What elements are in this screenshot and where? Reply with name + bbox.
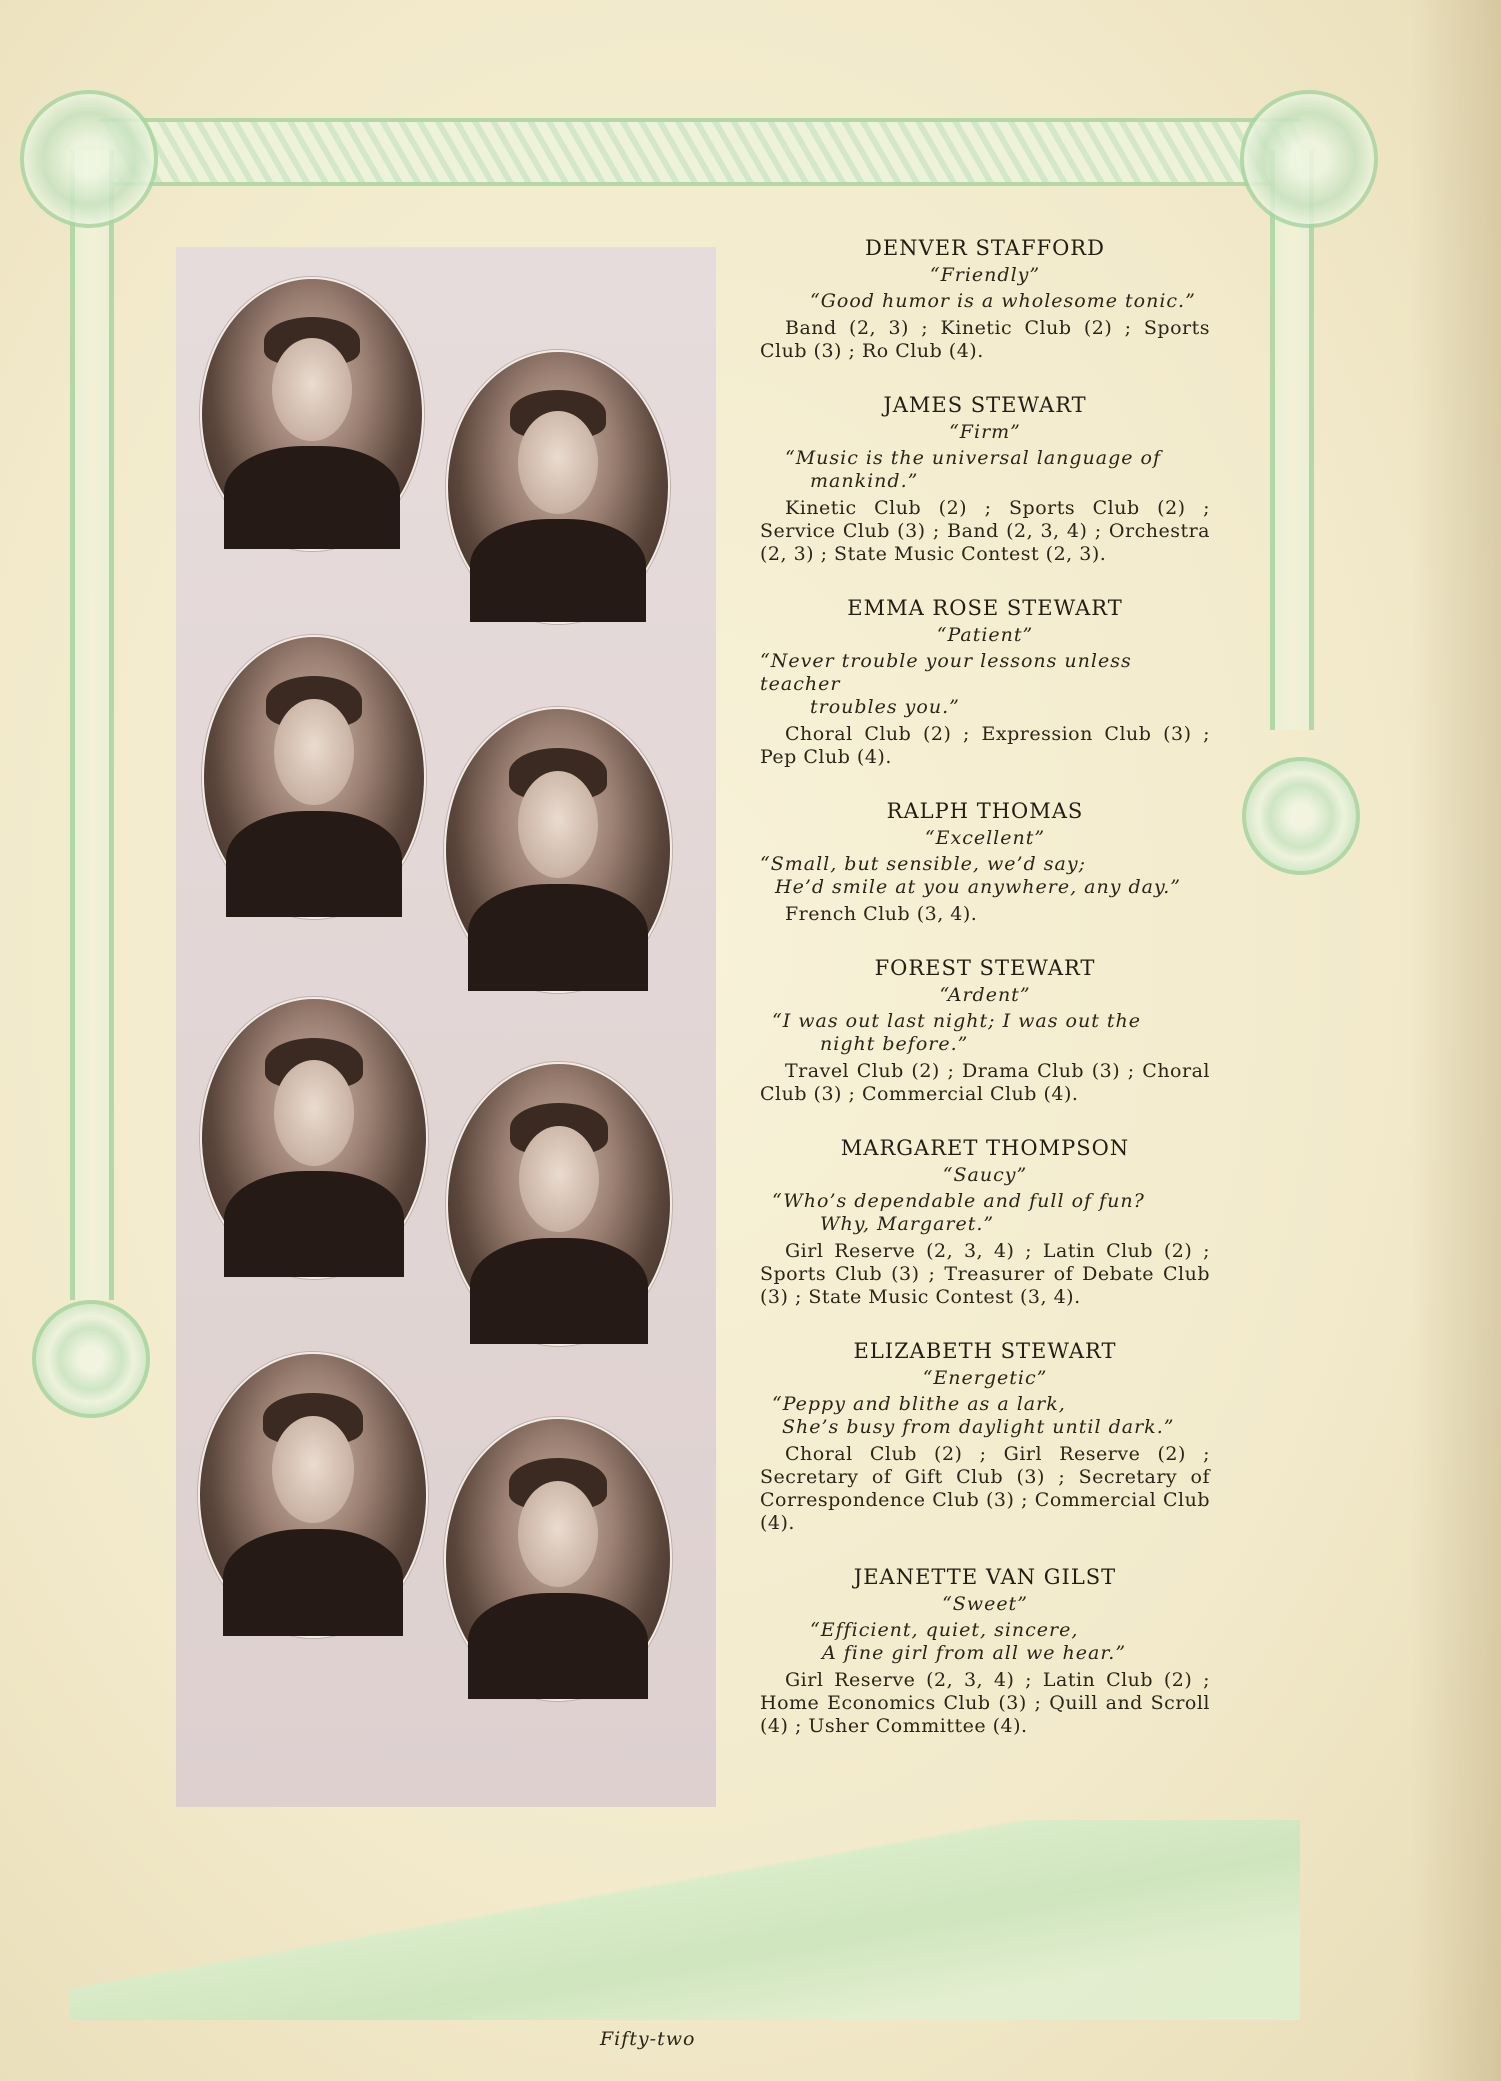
student-nickname: “Ardent” [939, 984, 1031, 1006]
page-edge-shadow [1411, 0, 1501, 2081]
portrait-photo [202, 635, 426, 919]
student-nickname: “Energetic” [922, 1367, 1048, 1389]
student-activities: Band (2, 3) ; Kinetic Club (2) ; Sports Club (3) ; Ro Club (4). [760, 317, 1210, 362]
student-activities: Kinetic Club (2) ; Sports Club (2) ; Service Club (3) ; Band (2, 3, 4) ; Orchestra (2, 3) ; State Music Contest (2, 3). [760, 497, 1210, 565]
page-number: Fifty-two [600, 2028, 696, 2050]
senior-entries [760, 236, 1210, 1768]
student-activities: Travel Club (2) ; Drama Club (3) ; Choral Club (3) ; Commercial Club (4). [760, 1060, 1210, 1105]
senior-entry [760, 596, 1210, 769]
senior-entry [760, 1339, 1210, 1535]
student-activities: Girl Reserve (2, 3, 4) ; Latin Club (2) ; Sports Club (3) ; Treasurer of Debate Club (3) ; State Music Contest (3, 4). [760, 1240, 1210, 1308]
decorative-left-border [70, 150, 114, 1300]
decorative-landscape-illustration [70, 1820, 1300, 2020]
student-quote: “Efficient, quiet, sincere, A fine girl from all we hear.” [810, 1619, 1127, 1664]
decorative-top-border [100, 118, 1300, 186]
student-quote: “Peppy and blithe as a lark, She’s busy from daylight until dark.” [772, 1393, 1175, 1438]
student-nickname: “Firm” [949, 421, 1021, 443]
top-left-ornament-icon [20, 90, 158, 228]
student-activities: French Club (3, 4). [785, 903, 978, 925]
top-right-ornament-icon [1240, 90, 1378, 228]
student-name: DENVER STAFFORD [865, 236, 1105, 260]
portrait-photo [446, 1062, 672, 1346]
student-name: MARGARET THOMPSON [840, 1136, 1130, 1160]
senior-entry [760, 393, 1210, 566]
student-activities: Girl Reserve (2, 3, 4) ; Latin Club (2) ; Home Economics Club (3) ; Quill and Scroll (4) ; Usher Committee (4). [760, 1669, 1210, 1737]
student-name: EMMA ROSE STEWART [847, 596, 1123, 620]
student-nickname: “Friendly” [929, 264, 1041, 286]
student-name: RALPH THOMAS [886, 799, 1084, 823]
portrait-photo [444, 707, 672, 993]
decorative-right-border [1270, 150, 1314, 730]
student-quote: “Small, but sensible, we’d say; He’d smile at you anywhere, any day.” [760, 853, 1181, 898]
student-nickname: “Sweet” [942, 1593, 1028, 1615]
senior-entry [760, 1136, 1210, 1309]
student-nickname: “Excellent” [924, 827, 1046, 849]
left-medallion-icon [32, 1300, 150, 1418]
student-name: ELIZABETH STEWART [853, 1339, 1117, 1363]
student-quote: “Music is the universal language of mankind.” [785, 447, 1162, 492]
student-activities: Choral Club (2) ; Girl Reserve (2) ; Secretary of Gift Club (3) ; Secretary of Correspondence Club (3) ; Commercial Club (4). [760, 1443, 1210, 1534]
student-quote: “I was out last night; I was out the night before.” [772, 1010, 1142, 1055]
student-name: JEANETTE VAN GILST [853, 1565, 1117, 1589]
student-name: FOREST STEWART [874, 956, 1096, 980]
portrait-photo [444, 1417, 672, 1701]
senior-entry [760, 236, 1210, 363]
student-activities: Choral Club (2) ; Expression Club (3) ; Pep Club (4). [760, 723, 1210, 768]
student-name: JAMES STEWART [883, 393, 1087, 417]
portrait-photo [200, 277, 424, 551]
portrait-photo [198, 1352, 428, 1638]
portrait-photo [446, 350, 670, 624]
senior-entry [760, 799, 1210, 926]
right-medallion-icon [1242, 757, 1360, 875]
student-quote: “Good humor is a wholesome tonic.” [810, 290, 1196, 312]
student-quote: “Who’s dependable and full of fun? Why, Margaret.” [772, 1190, 1145, 1235]
senior-entry [760, 956, 1210, 1106]
student-quote: “Never trouble your lessons unless teacher troubles you.” [760, 650, 1132, 718]
portrait-panel [176, 247, 716, 1807]
student-nickname: “Patient” [936, 624, 1034, 646]
portrait-photo [200, 997, 428, 1279]
senior-entry [760, 1565, 1210, 1738]
student-nickname: “Saucy” [942, 1164, 1028, 1186]
